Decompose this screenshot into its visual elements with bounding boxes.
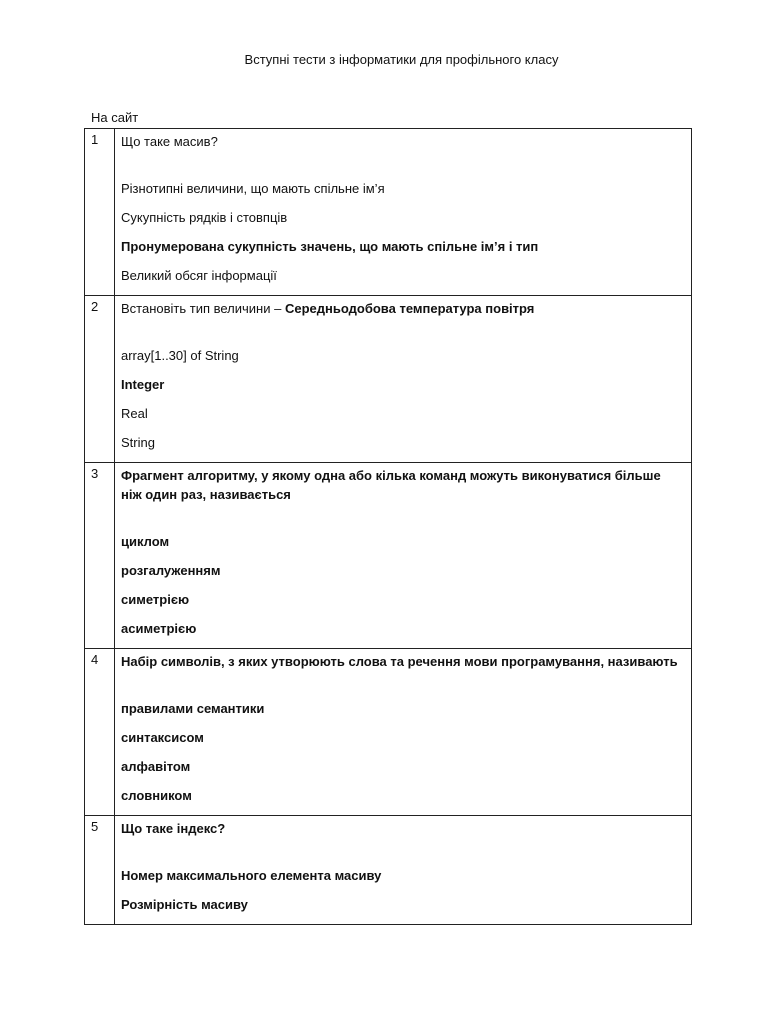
answer-option: синтаксисом	[121, 730, 204, 745]
answer-option: array[1..30] of String	[121, 348, 239, 363]
answer-option-correct: Integer	[121, 377, 165, 392]
question-row	[85, 463, 692, 649]
question-body	[115, 816, 692, 925]
answer-option: Сукупність рядків і стовпців	[121, 210, 288, 225]
answer-option: Номер максимального елемента масиву	[121, 868, 382, 883]
question-text-emphasis: Середньодобова температура повітря	[284, 301, 535, 316]
question-text: Що таке масив?	[121, 134, 218, 149]
answer-option: Розмірність масиву	[121, 897, 248, 912]
question-text: Набір символів, з яких утворюють слова та речення мови програмування, називають	[121, 654, 678, 669]
question-body	[115, 129, 692, 296]
question-row	[85, 816, 692, 925]
question-body	[115, 296, 692, 463]
answer-option-correct: Пронумерована сукупність значень, що мають спільне ім’я і тип	[121, 239, 539, 254]
question-body	[115, 649, 692, 816]
answer-option: Різнотипні величини, що мають спільне ім’я	[121, 181, 385, 196]
question-number: 2	[85, 296, 115, 463]
question-text	[121, 299, 685, 318]
question-body	[115, 463, 692, 649]
question-number: 4	[85, 649, 115, 816]
answer-option: розгалуженням	[121, 563, 221, 578]
question-number: 1	[85, 129, 115, 296]
answer-option: симетрією	[121, 592, 190, 607]
answer-option: алфавітом	[121, 759, 191, 774]
question-text: Фрагмент алгоритму, у якому одна або кілька команд можуть виконуватися більше ніж один раз, називається	[121, 468, 661, 502]
answer-option: словником	[121, 788, 192, 803]
questions-table	[84, 128, 692, 925]
answer-option: String	[121, 435, 155, 450]
question-row	[85, 296, 692, 463]
answer-option: асиметрією	[121, 621, 197, 636]
question-number: 5	[85, 816, 115, 925]
document-title: Вступні тести з інформатики для профільного класу	[244, 52, 559, 67]
subheading: На сайт	[91, 110, 139, 125]
answer-option: циклом	[121, 534, 170, 549]
answer-option: правилами семантики	[121, 701, 265, 716]
question-number: 3	[85, 463, 115, 649]
answer-option: Real	[121, 406, 148, 421]
question-row	[85, 129, 692, 296]
question-text-prefix: Встановіть тип величини –	[121, 301, 285, 316]
question-text: Що таке індекс?	[121, 821, 226, 836]
question-row	[85, 649, 692, 816]
answer-option: Великий обсяг інформації	[121, 268, 277, 283]
